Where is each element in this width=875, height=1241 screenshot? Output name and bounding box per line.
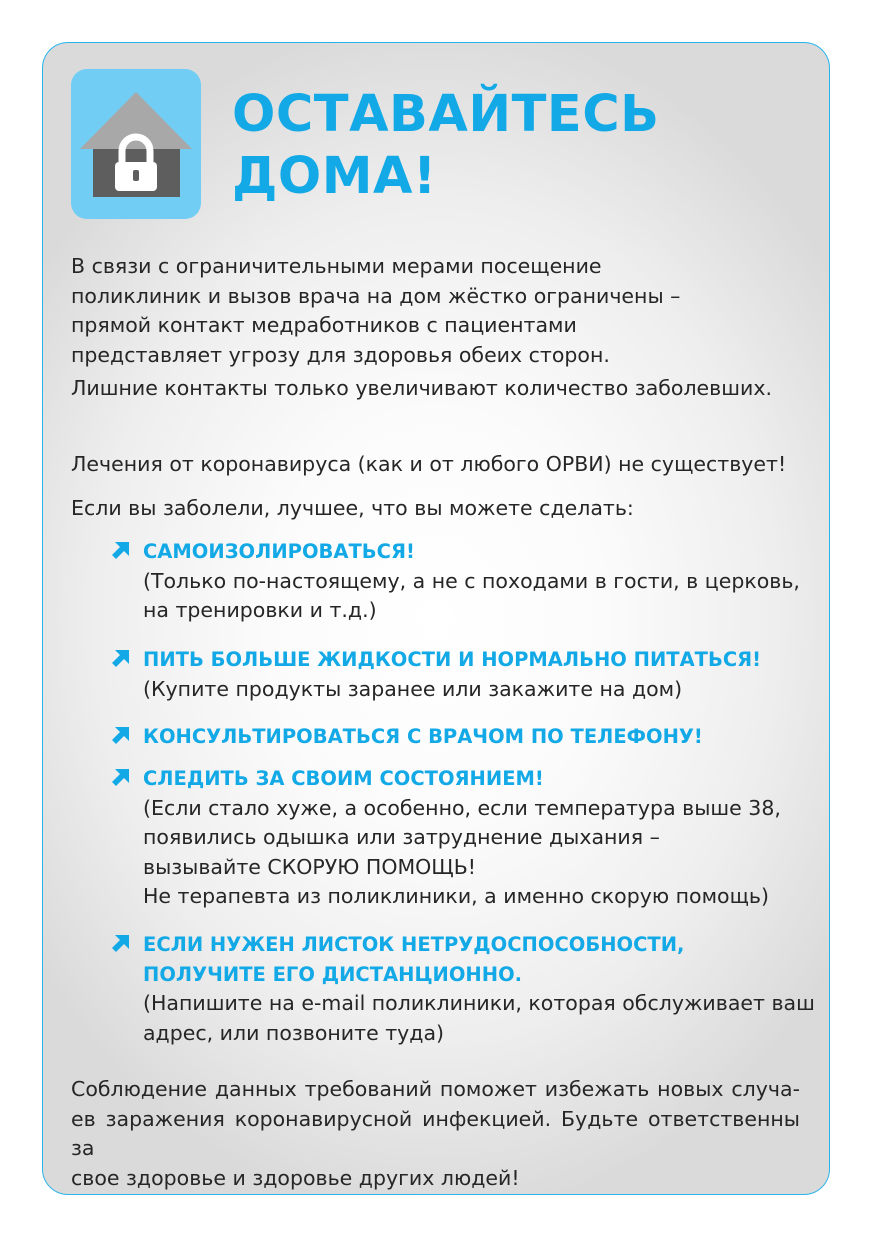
closing-line: Соблюдение данных требований поможет избежать новых случа-	[71, 1077, 800, 1101]
closing-paragraph	[71, 1075, 800, 1193]
heading-line: САМОИЗОЛИРОВАТЬСЯ!	[143, 540, 415, 563]
intro-line: Лишние контакты только увеличивают количество заболевших.	[71, 376, 772, 400]
intro-line: В связи с ограничительными мерами посещение	[71, 254, 602, 278]
heading-line: ЕСЛИ НУЖЕН ЛИСТОК НЕТРУДОСПОСОБНОСТИ,	[143, 933, 685, 956]
if-sick-text: Если вы заболели, лучшее, что вы можете сделать:	[71, 496, 634, 520]
list-item-heading	[143, 645, 761, 675]
arrow-up-right-icon	[112, 542, 129, 559]
list-item-heading	[143, 722, 703, 752]
intro-line: поликлиник и вызов врача на дом жёстко ограничены –	[71, 283, 681, 308]
arrow-up-right-icon	[112, 727, 129, 744]
heading-line: ПИТЬ БОЛЬШЕ ЖИДКОСТИ И НОРМАЛЬНО ПИТАТЬСЯ!	[143, 648, 762, 671]
body-line: (Если стало хуже, а особенно, если температура выше 38,	[143, 795, 781, 820]
list-item-body	[143, 989, 815, 1048]
list-item-heading	[143, 537, 415, 567]
intro-paragraph	[71, 252, 772, 404]
heading-line: СЛЕДИТЬ ЗА СВОИМ СОСТОЯНИЕМ!	[143, 767, 544, 790]
intro-line: прямой контакт медработников с пациентами	[71, 313, 577, 337]
body-line: (Напишите на e-mail поликлиники, которая обслуживает ваш	[143, 991, 815, 1015]
title-line-2: ДОМА!	[232, 147, 437, 206]
list-item-body	[143, 567, 800, 626]
body-line: вызывайте СКОРУЮ ПОМОЩЬ!	[143, 854, 476, 879]
closing-line: свое здоровье и здоровье других людей!	[71, 1165, 520, 1190]
heading-line: ПОЛУЧИТЕ ЕГО ДИСТАНЦИОННО.	[143, 962, 523, 986]
intro-line: представляет угрозу для здоровья обеих сторон.	[71, 342, 610, 367]
house-lock-icon	[71, 69, 201, 219]
list-item-body	[143, 675, 682, 705]
title-line-1: ОСТАВАЙТЕСЬ	[232, 85, 660, 144]
arrow-up-right-icon	[112, 935, 129, 952]
body-line: появились одышка или затруднение дыхания –	[143, 825, 660, 849]
body-line: (Только по-настоящему, а не с походами в гости, в церковь,	[143, 568, 800, 593]
body-line: на тренировки и т.д.)	[143, 598, 377, 622]
body-line: (Купите продукты заранее или закажите на дом)	[143, 676, 683, 701]
heading-line: КОНСУЛЬТИРОВАТЬСЯ С ВРАЧОМ ПО ТЕЛЕФОНУ!	[143, 725, 703, 748]
list-item-heading	[143, 930, 684, 989]
list-item-heading	[143, 764, 544, 794]
body-line: адрес, или позвоните туда)	[143, 1020, 445, 1045]
arrow-up-right-icon	[112, 650, 129, 667]
body-line: Не терапевта из поликлиники, а именно скорую помощь)	[143, 884, 769, 908]
no-treatment-text: Лечения от коронавируса (как и от любого ОРВИ) не существует!	[71, 452, 787, 476]
list-item-body	[143, 794, 781, 912]
closing-line: ев заражения коронавирусной инфекцией. Будьте ответственны за	[71, 1106, 800, 1160]
arrow-up-right-icon	[112, 769, 129, 786]
page-title	[232, 84, 660, 208]
